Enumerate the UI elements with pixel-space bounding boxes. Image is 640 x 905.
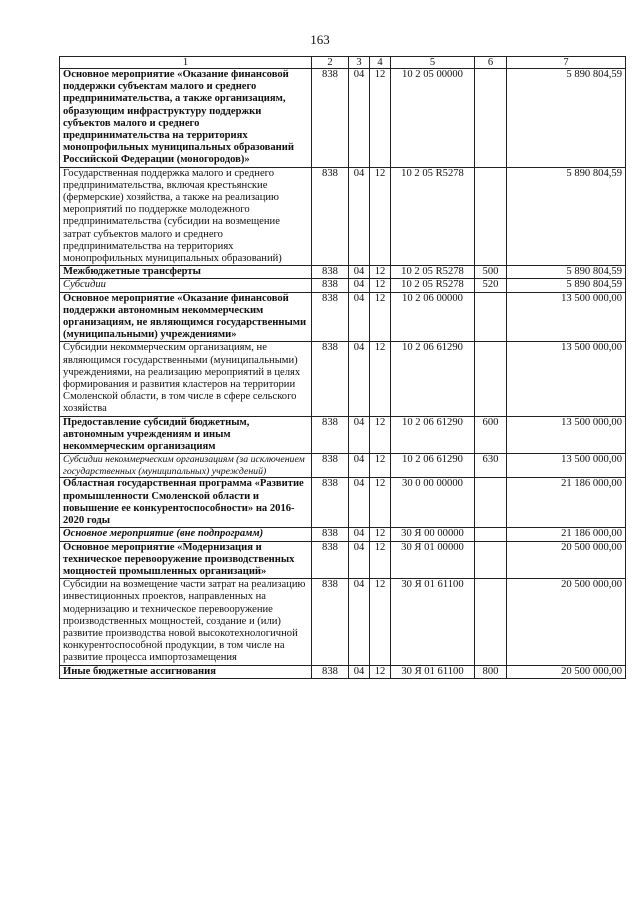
header-col-7: 7: [507, 57, 626, 69]
table-row: [60, 292, 626, 342]
cell-name: Иные бюджетные ассигнования: [60, 665, 312, 678]
cell-name: Основное мероприятие «Оказание финансовой поддержки автономным некоммерческим организациям, не являющимся государственными (муниципальными) учреждениями»: [60, 292, 312, 342]
cell-section: 04: [349, 478, 370, 528]
cell-subsection: 12: [370, 69, 391, 168]
cell-expense-type: [475, 579, 507, 665]
header-col-2: 2: [312, 57, 349, 69]
cell-admin-code: 838: [312, 279, 349, 292]
cell-target-article: 30 Я 01 61100: [391, 579, 475, 665]
cell-expense-type: 630: [475, 454, 507, 478]
cell-section: 04: [349, 342, 370, 416]
cell-admin-code: 838: [312, 292, 349, 342]
cell-subsection: 12: [370, 167, 391, 266]
cell-section: 04: [349, 528, 370, 541]
cell-amount: 5 890 804,59: [507, 266, 626, 279]
cell-subsection: 12: [370, 579, 391, 665]
header-col-4: 4: [370, 57, 391, 69]
cell-expense-type: [475, 292, 507, 342]
table-row: [60, 167, 626, 266]
cell-subsection: 12: [370, 665, 391, 678]
cell-admin-code: 838: [312, 69, 349, 168]
cell-amount: 13 500 000,00: [507, 292, 626, 342]
cell-expense-type: [475, 69, 507, 168]
cell-subsection: 12: [370, 528, 391, 541]
cell-expense-type: [475, 478, 507, 528]
cell-target-article: 30 Я 01 00000: [391, 541, 475, 579]
cell-expense-type: [475, 342, 507, 416]
cell-subsection: 12: [370, 454, 391, 478]
cell-section: 04: [349, 416, 370, 454]
cell-name: Государственная поддержка малого и среднего предпринимательства, включая крестьянские (фермерские) хозяйства, а также на реализацию мероприятий по поддержке молодежного предпринимательства (субсидии на возмещение затрат субъектов малого и среднего предпринимательства на территориях монопрофильных муниципальных образований): [60, 167, 312, 266]
cell-admin-code: 838: [312, 478, 349, 528]
cell-amount: 5 890 804,59: [507, 167, 626, 266]
cell-amount: 5 890 804,59: [507, 279, 626, 292]
budget-table: [59, 56, 626, 679]
cell-target-article: 10 2 06 61290: [391, 454, 475, 478]
cell-subsection: 12: [370, 541, 391, 579]
cell-name: Межбюджетные трансферты: [60, 266, 312, 279]
header-col-1: 1: [60, 57, 312, 69]
cell-amount: 21 186 000,00: [507, 478, 626, 528]
table-row: [60, 454, 626, 478]
cell-target-article: 10 2 05 R5278: [391, 279, 475, 292]
table-row: [60, 69, 626, 168]
cell-subsection: 12: [370, 416, 391, 454]
cell-name: Субсидии некоммерческим организациям (за исключением государственных (муниципальных) учреждений): [60, 454, 312, 478]
header-col-3: 3: [349, 57, 370, 69]
cell-name: Предоставление субсидий бюджетным, автономным учреждениям и иным некоммерческим организациям: [60, 416, 312, 454]
cell-amount: 13 500 000,00: [507, 342, 626, 416]
cell-admin-code: 838: [312, 454, 349, 478]
cell-section: 04: [349, 167, 370, 266]
cell-name: Основное мероприятие «Модернизация и техническое перевооружение производственных мощностей промышленных организаций»: [60, 541, 312, 579]
cell-section: 04: [349, 266, 370, 279]
cell-target-article: 30 Я 01 61100: [391, 665, 475, 678]
cell-name: Областная государственная программа «Развитие промышленности Смоленской области и повышение ее конкурентоспособности» на 2016-2020 годы: [60, 478, 312, 528]
cell-admin-code: 838: [312, 528, 349, 541]
cell-expense-type: 800: [475, 665, 507, 678]
cell-amount: 5 890 804,59: [507, 69, 626, 168]
cell-subsection: 12: [370, 478, 391, 528]
cell-section: 04: [349, 279, 370, 292]
header-col-5: 5: [391, 57, 475, 69]
cell-section: 04: [349, 665, 370, 678]
header-row: [60, 57, 626, 69]
table-row: [60, 541, 626, 579]
cell-section: 04: [349, 69, 370, 168]
cell-amount: 13 500 000,00: [507, 416, 626, 454]
cell-target-article: 10 2 06 61290: [391, 416, 475, 454]
cell-target-article: 30 Я 00 00000: [391, 528, 475, 541]
cell-amount: 20 500 000,00: [507, 579, 626, 665]
table-row: [60, 279, 626, 292]
cell-target-article: 10 2 06 00000: [391, 292, 475, 342]
cell-amount: 20 500 000,00: [507, 541, 626, 579]
cell-name: Субсидии: [60, 279, 312, 292]
cell-expense-type: 520: [475, 279, 507, 292]
cell-admin-code: 838: [312, 342, 349, 416]
cell-section: 04: [349, 541, 370, 579]
cell-target-article: 10 2 05 R5278: [391, 167, 475, 266]
cell-amount: 20 500 000,00: [507, 665, 626, 678]
cell-subsection: 12: [370, 279, 391, 292]
cell-target-article: 10 2 05 R5278: [391, 266, 475, 279]
table-row: [60, 528, 626, 541]
cell-name: Основное мероприятие (вне подпрограмм): [60, 528, 312, 541]
cell-admin-code: 838: [312, 266, 349, 279]
cell-amount: 21 186 000,00: [507, 528, 626, 541]
cell-admin-code: 838: [312, 167, 349, 266]
cell-admin-code: 838: [312, 416, 349, 454]
cell-section: 04: [349, 454, 370, 478]
table-row: [60, 478, 626, 528]
cell-target-article: 10 2 05 00000: [391, 69, 475, 168]
cell-target-article: 10 2 06 61290: [391, 342, 475, 416]
cell-subsection: 12: [370, 292, 391, 342]
cell-admin-code: 838: [312, 541, 349, 579]
cell-name: Субсидии некоммерческим организациям, не являющимся государственными (муниципальными) учреждениями, на реализацию мероприятий в целях формирования и развития кластеров на территории Смоленской области, в том числе в сфере сельского хозяйства: [60, 342, 312, 416]
page-number: 163: [310, 32, 330, 47]
cell-subsection: 12: [370, 266, 391, 279]
cell-section: 04: [349, 292, 370, 342]
cell-expense-type: [475, 541, 507, 579]
cell-subsection: 12: [370, 342, 391, 416]
cell-expense-type: [475, 528, 507, 541]
cell-expense-type: [475, 167, 507, 266]
cell-name: Основное мероприятие «Оказание финансовой поддержки субъектам малого и среднего предпринимательства, а также организациям, образующим инфраструктуру поддержки субъектов малого и среднего предпринимательства на территориях монопрофильных муниципальных образований Российской Федерации (моногородов)»: [60, 69, 312, 168]
cell-section: 04: [349, 579, 370, 665]
table-row: [60, 665, 626, 678]
cell-admin-code: 838: [312, 579, 349, 665]
cell-expense-type: 500: [475, 266, 507, 279]
cell-admin-code: 838: [312, 665, 349, 678]
cell-amount: 13 500 000,00: [507, 454, 626, 478]
table-row: [60, 579, 626, 665]
header-col-6: 6: [475, 57, 507, 69]
cell-target-article: 30 0 00 00000: [391, 478, 475, 528]
table-row: [60, 342, 626, 416]
table-row: [60, 416, 626, 454]
cell-expense-type: 600: [475, 416, 507, 454]
table-row: [60, 266, 626, 279]
cell-name: Субсидии на возмещение части затрат на реализацию инвестиционных проектов, направленных на модернизацию и техническое перевооружение производственных мощностей, создание и (или) развитие производства новой высокотехнологичной конкурентоспособной продукции, в том числе на развитие процесса импортозамещения: [60, 579, 312, 665]
